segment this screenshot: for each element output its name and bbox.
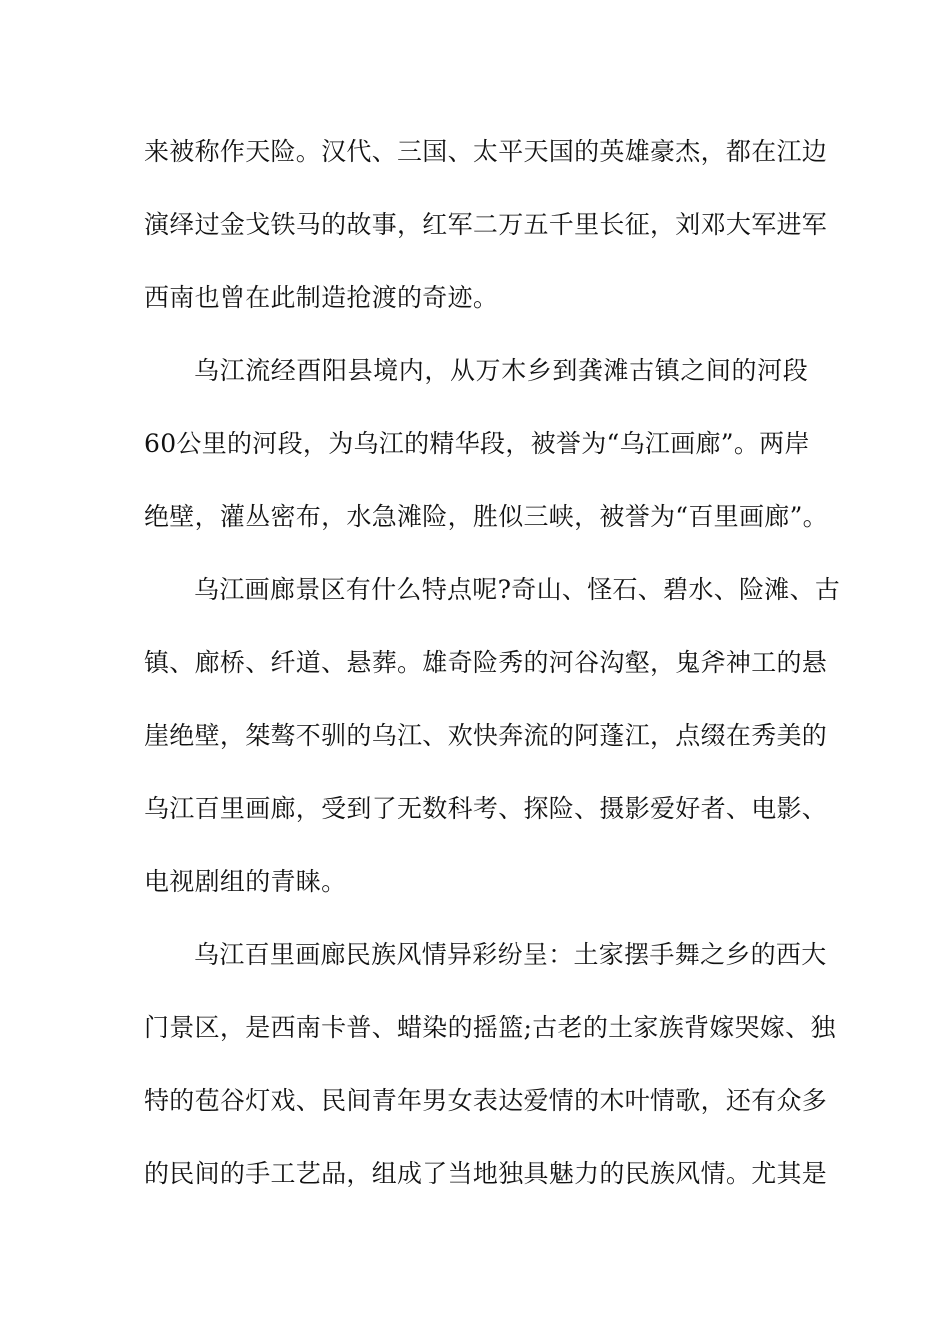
text-line: 的民间的手工艺品，组成了当地独具魅力的民族风情。尤其是	[144, 1159, 828, 1188]
text-line: 演绎过金戈铁马的故事，红军二万五千里长征，刘邓大军进军	[144, 210, 828, 239]
text-line: 60公里的河段，为乌江的精华段，被誉为“乌江画廊”。两岸	[144, 429, 810, 458]
paragraph-3	[144, 553, 841, 918]
paragraph-4	[144, 918, 836, 1210]
text-line: 特的苞谷灯戏、民间青年男女表达爱情的木叶情歌，还有众多	[144, 1086, 828, 1115]
text-line: 绝壁，灌丛密布，水急滩险，胜似三峡，被誉为“百里画廊”。	[144, 502, 828, 531]
text-line: 电视剧组的青睐。	[144, 867, 347, 896]
text-line: 乌江流经酉阳县境内，从万木乡到龚滩古镇之间的河段	[194, 356, 808, 385]
document-body	[144, 115, 841, 1210]
paragraph-2	[144, 334, 828, 553]
text-line: 乌江画廊景区有什么特点呢?奇山、怪石、碧水、险滩、古	[194, 575, 841, 604]
text-line: 门景区，是西南卡普、蜡染的摇篮;古老的土家族背嫁哭嫁、独	[144, 1013, 836, 1042]
text-line: 来被称作天险。汉代、三国、太平天国的英雄豪杰，都在江边	[144, 137, 828, 166]
text-line: 崖绝壁，桀骜不驯的乌江、欢快奔流的阿蓬江，点缀在秀美的	[144, 721, 828, 750]
text-line: 镇、廊桥、纤道、悬葬。雄奇险秀的河谷沟壑，鬼斧神工的悬	[144, 648, 828, 677]
paragraph-1	[144, 115, 828, 334]
text-line: 乌江百里画廊，受到了无数科考、探险、摄影爱好者、电影、	[144, 794, 828, 823]
text-line: 西南也曾在此制造抢渡的奇迹。	[144, 283, 499, 312]
text-line: 乌江百里画廊民族风情异彩纷呈：土家摆手舞之乡的西大	[194, 940, 827, 969]
